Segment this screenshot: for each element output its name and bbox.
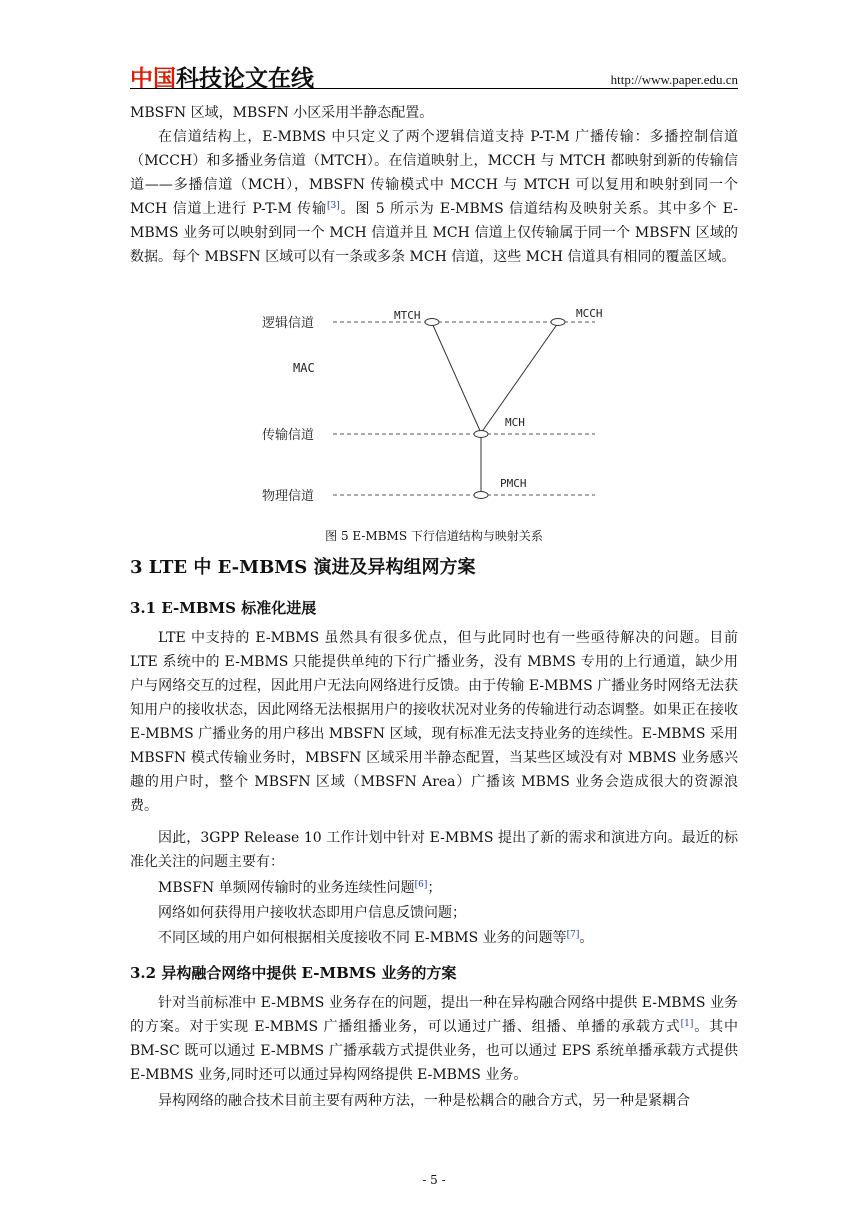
citation-7[interactable]: [7] [566,930,580,940]
list-item-1 [130,876,738,900]
page-number: - 5 - [422,1173,446,1187]
channel-mapping-figure [0,300,868,520]
mtch-to-mch-line [432,323,481,433]
header-url[interactable]: http://www.paper.edu.cn [610,72,738,87]
label-pmch: PMCH [500,477,527,490]
subsection-heading-3-1: 3.1 E-MBMS 标准化进展 [130,599,317,617]
figure-caption: 图 5 E-MBMS 下行信道结构与映射关系 [325,529,543,543]
paragraph-1 [130,125,738,269]
mcch-node [551,319,565,326]
label-physical-channel: 物理信道 [262,489,315,504]
citation-3[interactable]: [3] [326,201,340,211]
list-item-3 [130,926,738,950]
label-mtch: MTCH [394,309,421,322]
paragraph-4 [130,991,738,1087]
label-transport-channel: 传输信道 [262,428,315,443]
paragraph-5: 异构网络的融合技术目前主要有两种方法，一种是松耦合的融合方式，另一种是紧耦合 [158,1093,690,1109]
paragraph-3: 因此，3GPP Release 10 工作计划中针对 E-MBMS 提出了新的需求和演进方向。最近的标准化关注的问题主要有： [130,830,738,870]
label-mch: MCH [505,416,525,429]
logo-black-text: 科技论文在线 [176,66,314,92]
paragraph-2: LTE 中支持的 E-MBMS 虽然具有很多优点，但与此同时也有一些亟待解决的问题。目前 LTE 系统中的 E-MBMS 只能提供单纯的下行广播业务，没有 MBMS 专用的上行通道，缺少用户与网络交互的过程，因此用户无法向网络进行反馈。由于传输 E-MBMS 广播业务时网络无法获知用户的接收状态，因此网络无法根据用户的接收状况对业务的传输进行动态调整。如果正在接收 E-MBMS 广播业务的用户移出 MBSFN 区域，现有标准无法支持业务的连续性。E-MBMS 采用 MBSFN 模式传输业务时，MBSFN 区域采用半静态配置，当某些区域没有对 MBMS 业务感兴趣的用户时，整个 MBSFN 区域（MBSFN Area）广播该 MBMS 业务会造成很大的资源浪费。 [130,630,738,814]
label-mcch: MCCH [576,307,603,320]
list-item-3-end: 。 [579,930,594,946]
paragraph-1-text-b: 。图 5 所示为 E-MBMS 信道结构及映射关系。其中多个 E-MBMS 业务可以映射到同一个 MCH 信道并且 MCH 信道上仅传输属于同一个 MBSFN 区域的数据。每个 MBSFN 区域可以有一条或多条 MCH 信道，这些 MCH 信道具有相同的覆盖区域。 [130,201,738,265]
paragraph-1-text-a: 在信道结构上，E-MBMS 中只定义了两个逻辑信道支持 P-T-M 广播传输：多播控制信道（MCCH）和多播业务信道（MTCH）。在信道映射上，MCCH 与 MTCH 都映射到新的传输信道——多播信道（MCH），MBSFN 传输模式中 MCCH 与 MTCH 可以复用和映射到同一个 MCH 信道上进行 P-T-M 传输 [130,129,738,217]
pmch-node [474,492,488,499]
list-item-1-text: MBSFN 单频网传输时的业务连续性问题 [158,880,415,896]
list-item-2: 网络如何获得用户接收状态即用户信息反馈问题； [158,905,466,921]
subsection-heading-3-2: 3.2 异构融合网络中提供 E-MBMS 业务的方案 [130,964,457,982]
paragraph-4-text-b: 。其中 BM-SC 既可以通过 E-MBMS 广播承载方式提供业务，也可以通过 EPS 系统单播承载方式提供 E-MBMS 业务,同时还可以通过异构网络提供 E-MBMS 业务。 [130,1019,738,1083]
paragraph-0: MBSFN 区域，MBSFN 小区采用半静态配置。 [130,105,434,121]
mtch-node [425,319,439,326]
label-logical-channel: 逻辑信道 [262,316,315,331]
list-item-1-end: ； [427,880,442,896]
page-header [130,58,738,92]
paragraph-4-text-a: 针对当前标准中 E-MBMS 业务存在的问题，提出一种在异构融合网络中提供 E-MBMS 业务的方案。对于实现 E-MBMS 广播组播业务，可以通过广播、组播、单播的承载方式 [130,995,738,1035]
header-rule [130,88,738,89]
citation-1[interactable]: [1] [680,1019,694,1029]
logo-red-text: 中国 [130,66,176,92]
citation-6[interactable]: [6] [414,880,428,890]
list-item-3-text: 不同区域的用户如何根据相关度接收不同 E-MBMS 业务的问题等 [158,930,567,946]
section-heading: 3 LTE 中 E-MBMS 演进及异构组网方案 [130,557,476,578]
label-mac: MAC [293,361,315,375]
mch-node [474,431,488,438]
